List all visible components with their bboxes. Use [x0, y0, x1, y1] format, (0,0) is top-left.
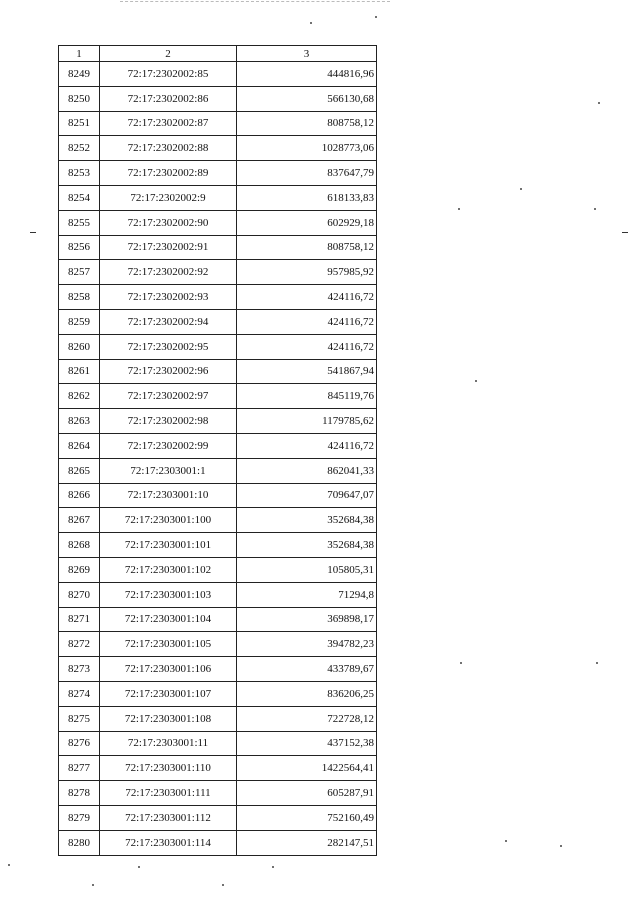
row-number-cell: 8264 — [59, 433, 100, 458]
row-number-cell: 8251 — [59, 111, 100, 136]
cadastral-number-cell: 72:17:2302002:86 — [100, 86, 237, 111]
value-cell: 845119,76 — [237, 384, 377, 409]
scan-speck — [8, 864, 10, 866]
row-number-cell: 8271 — [59, 607, 100, 632]
cadastral-number-cell: 72:17:2303001:112 — [100, 805, 237, 830]
table-row — [59, 607, 377, 632]
row-number-cell: 8278 — [59, 781, 100, 806]
table-row — [59, 309, 377, 334]
cadastral-number-cell: 72:17:2303001:114 — [100, 830, 237, 855]
scan-speck — [598, 102, 600, 104]
value-cell: 1179785,62 — [237, 409, 377, 434]
scan-speck — [138, 866, 140, 868]
row-number-cell: 8254 — [59, 185, 100, 210]
row-number-cell: 8252 — [59, 136, 100, 161]
scan-speck — [222, 884, 224, 886]
cadastral-number-cell: 72:17:2303001:101 — [100, 533, 237, 558]
value-cell: 605287,91 — [237, 781, 377, 806]
row-number-cell: 8268 — [59, 533, 100, 558]
table-row — [59, 210, 377, 235]
cadastral-value-table — [58, 45, 377, 856]
top-scan-rule — [120, 1, 390, 3]
scan-speck — [375, 16, 377, 18]
column-header-cadastral-number: 2 — [100, 46, 237, 62]
row-number-cell: 8274 — [59, 681, 100, 706]
table-row — [59, 582, 377, 607]
table-row — [59, 483, 377, 508]
cadastral-number-cell: 72:17:2302002:94 — [100, 309, 237, 334]
cadastral-number-cell: 72:17:2302002:97 — [100, 384, 237, 409]
scan-mark-right — [622, 232, 628, 233]
table-row — [59, 458, 377, 483]
table-row — [59, 334, 377, 359]
scan-speck — [458, 208, 460, 210]
cadastral-number-cell: 72:17:2302002:99 — [100, 433, 237, 458]
scan-speck — [505, 840, 507, 842]
row-number-cell: 8273 — [59, 657, 100, 682]
scan-speck — [560, 845, 562, 847]
table-row — [59, 632, 377, 657]
table-row — [59, 508, 377, 533]
value-cell: 369898,17 — [237, 607, 377, 632]
table-row — [59, 731, 377, 756]
scan-speck — [460, 662, 462, 664]
cadastral-number-cell: 72:17:2303001:102 — [100, 557, 237, 582]
cadastral-number-cell: 72:17:2303001:11 — [100, 731, 237, 756]
row-number-cell: 8277 — [59, 756, 100, 781]
cadastral-number-cell: 72:17:2303001:103 — [100, 582, 237, 607]
scan-speck — [272, 866, 274, 868]
table-row — [59, 557, 377, 582]
cadastral-number-cell: 72:17:2302002:85 — [100, 62, 237, 87]
row-number-cell: 8279 — [59, 805, 100, 830]
row-number-cell: 8276 — [59, 731, 100, 756]
table-row — [59, 185, 377, 210]
value-cell: 71294,8 — [237, 582, 377, 607]
value-cell: 541867,94 — [237, 359, 377, 384]
cadastral-number-cell: 72:17:2302002:93 — [100, 285, 237, 310]
value-cell: 352684,38 — [237, 533, 377, 558]
table-row — [59, 384, 377, 409]
row-number-cell: 8272 — [59, 632, 100, 657]
table-row — [59, 781, 377, 806]
row-number-cell: 8259 — [59, 309, 100, 334]
value-cell: 808758,12 — [237, 235, 377, 260]
row-number-cell: 8257 — [59, 260, 100, 285]
cadastral-number-cell: 72:17:2303001:106 — [100, 657, 237, 682]
cadastral-number-cell: 72:17:2302002:91 — [100, 235, 237, 260]
cadastral-number-cell: 72:17:2302002:98 — [100, 409, 237, 434]
row-number-cell: 8269 — [59, 557, 100, 582]
value-cell: 862041,33 — [237, 458, 377, 483]
column-header-number: 1 — [59, 46, 100, 62]
value-cell: 424116,72 — [237, 334, 377, 359]
value-cell: 957985,92 — [237, 260, 377, 285]
value-cell: 752160,49 — [237, 805, 377, 830]
scan-speck — [520, 188, 522, 190]
table-row — [59, 235, 377, 260]
value-cell: 808758,12 — [237, 111, 377, 136]
row-number-cell: 8258 — [59, 285, 100, 310]
cadastral-number-cell: 72:17:2303001:1 — [100, 458, 237, 483]
row-number-cell: 8260 — [59, 334, 100, 359]
table-row — [59, 285, 377, 310]
scan-speck — [594, 208, 596, 210]
value-cell: 709647,07 — [237, 483, 377, 508]
row-number-cell: 8267 — [59, 508, 100, 533]
table-row — [59, 260, 377, 285]
table-header-row — [59, 46, 377, 62]
cadastral-number-cell: 72:17:2302002:88 — [100, 136, 237, 161]
scan-speck — [310, 22, 312, 24]
table-row — [59, 111, 377, 136]
cadastral-number-cell: 72:17:2302002:89 — [100, 161, 237, 186]
row-number-cell: 8256 — [59, 235, 100, 260]
row-number-cell: 8280 — [59, 830, 100, 855]
cadastral-number-cell: 72:17:2303001:108 — [100, 706, 237, 731]
cadastral-number-cell: 72:17:2303001:10 — [100, 483, 237, 508]
value-cell: 837647,79 — [237, 161, 377, 186]
row-number-cell: 8250 — [59, 86, 100, 111]
value-cell: 352684,38 — [237, 508, 377, 533]
table-row — [59, 681, 377, 706]
value-cell: 424116,72 — [237, 309, 377, 334]
column-header-value: 3 — [237, 46, 377, 62]
value-cell: 105805,31 — [237, 557, 377, 582]
cadastral-number-cell: 72:17:2303001:104 — [100, 607, 237, 632]
row-number-cell: 8261 — [59, 359, 100, 384]
table-row — [59, 830, 377, 855]
value-cell: 394782,23 — [237, 632, 377, 657]
scan-speck — [596, 662, 598, 664]
cadastral-number-cell: 72:17:2302002:9 — [100, 185, 237, 210]
table-row — [59, 161, 377, 186]
table-row — [59, 86, 377, 111]
cadastral-number-cell: 72:17:2303001:105 — [100, 632, 237, 657]
cadastral-number-cell: 72:17:2303001:107 — [100, 681, 237, 706]
value-cell: 722728,12 — [237, 706, 377, 731]
value-cell: 444816,96 — [237, 62, 377, 87]
table-row — [59, 756, 377, 781]
table-row — [59, 805, 377, 830]
table-row — [59, 433, 377, 458]
row-number-cell: 8255 — [59, 210, 100, 235]
value-cell: 424116,72 — [237, 285, 377, 310]
table-row — [59, 359, 377, 384]
table-row — [59, 136, 377, 161]
table-row — [59, 62, 377, 87]
cadastral-number-cell: 72:17:2303001:110 — [100, 756, 237, 781]
value-cell: 1028773,06 — [237, 136, 377, 161]
value-cell: 424116,72 — [237, 433, 377, 458]
scan-mark-left — [30, 232, 36, 233]
value-cell: 1422564,41 — [237, 756, 377, 781]
row-number-cell: 8265 — [59, 458, 100, 483]
scan-speck — [475, 380, 477, 382]
value-cell: 618133,83 — [237, 185, 377, 210]
row-number-cell: 8262 — [59, 384, 100, 409]
cadastral-number-cell: 72:17:2302002:92 — [100, 260, 237, 285]
row-number-cell: 8263 — [59, 409, 100, 434]
cadastral-number-cell: 72:17:2302002:90 — [100, 210, 237, 235]
table-row — [59, 533, 377, 558]
row-number-cell: 8266 — [59, 483, 100, 508]
cadastral-number-cell: 72:17:2302002:96 — [100, 359, 237, 384]
table-row — [59, 657, 377, 682]
cadastral-number-cell: 72:17:2303001:100 — [100, 508, 237, 533]
row-number-cell: 8249 — [59, 62, 100, 87]
table-body — [59, 62, 377, 856]
value-cell: 437152,38 — [237, 731, 377, 756]
scan-speck — [92, 884, 94, 886]
row-number-cell: 8270 — [59, 582, 100, 607]
value-cell: 433789,67 — [237, 657, 377, 682]
value-cell: 602929,18 — [237, 210, 377, 235]
value-cell: 836206,25 — [237, 681, 377, 706]
value-cell: 282147,51 — [237, 830, 377, 855]
table-row — [59, 706, 377, 731]
row-number-cell: 8275 — [59, 706, 100, 731]
table-row — [59, 409, 377, 434]
cadastral-number-cell: 72:17:2303001:111 — [100, 781, 237, 806]
row-number-cell: 8253 — [59, 161, 100, 186]
value-cell: 566130,68 — [237, 86, 377, 111]
cadastral-number-cell: 72:17:2302002:95 — [100, 334, 237, 359]
cadastral-number-cell: 72:17:2302002:87 — [100, 111, 237, 136]
